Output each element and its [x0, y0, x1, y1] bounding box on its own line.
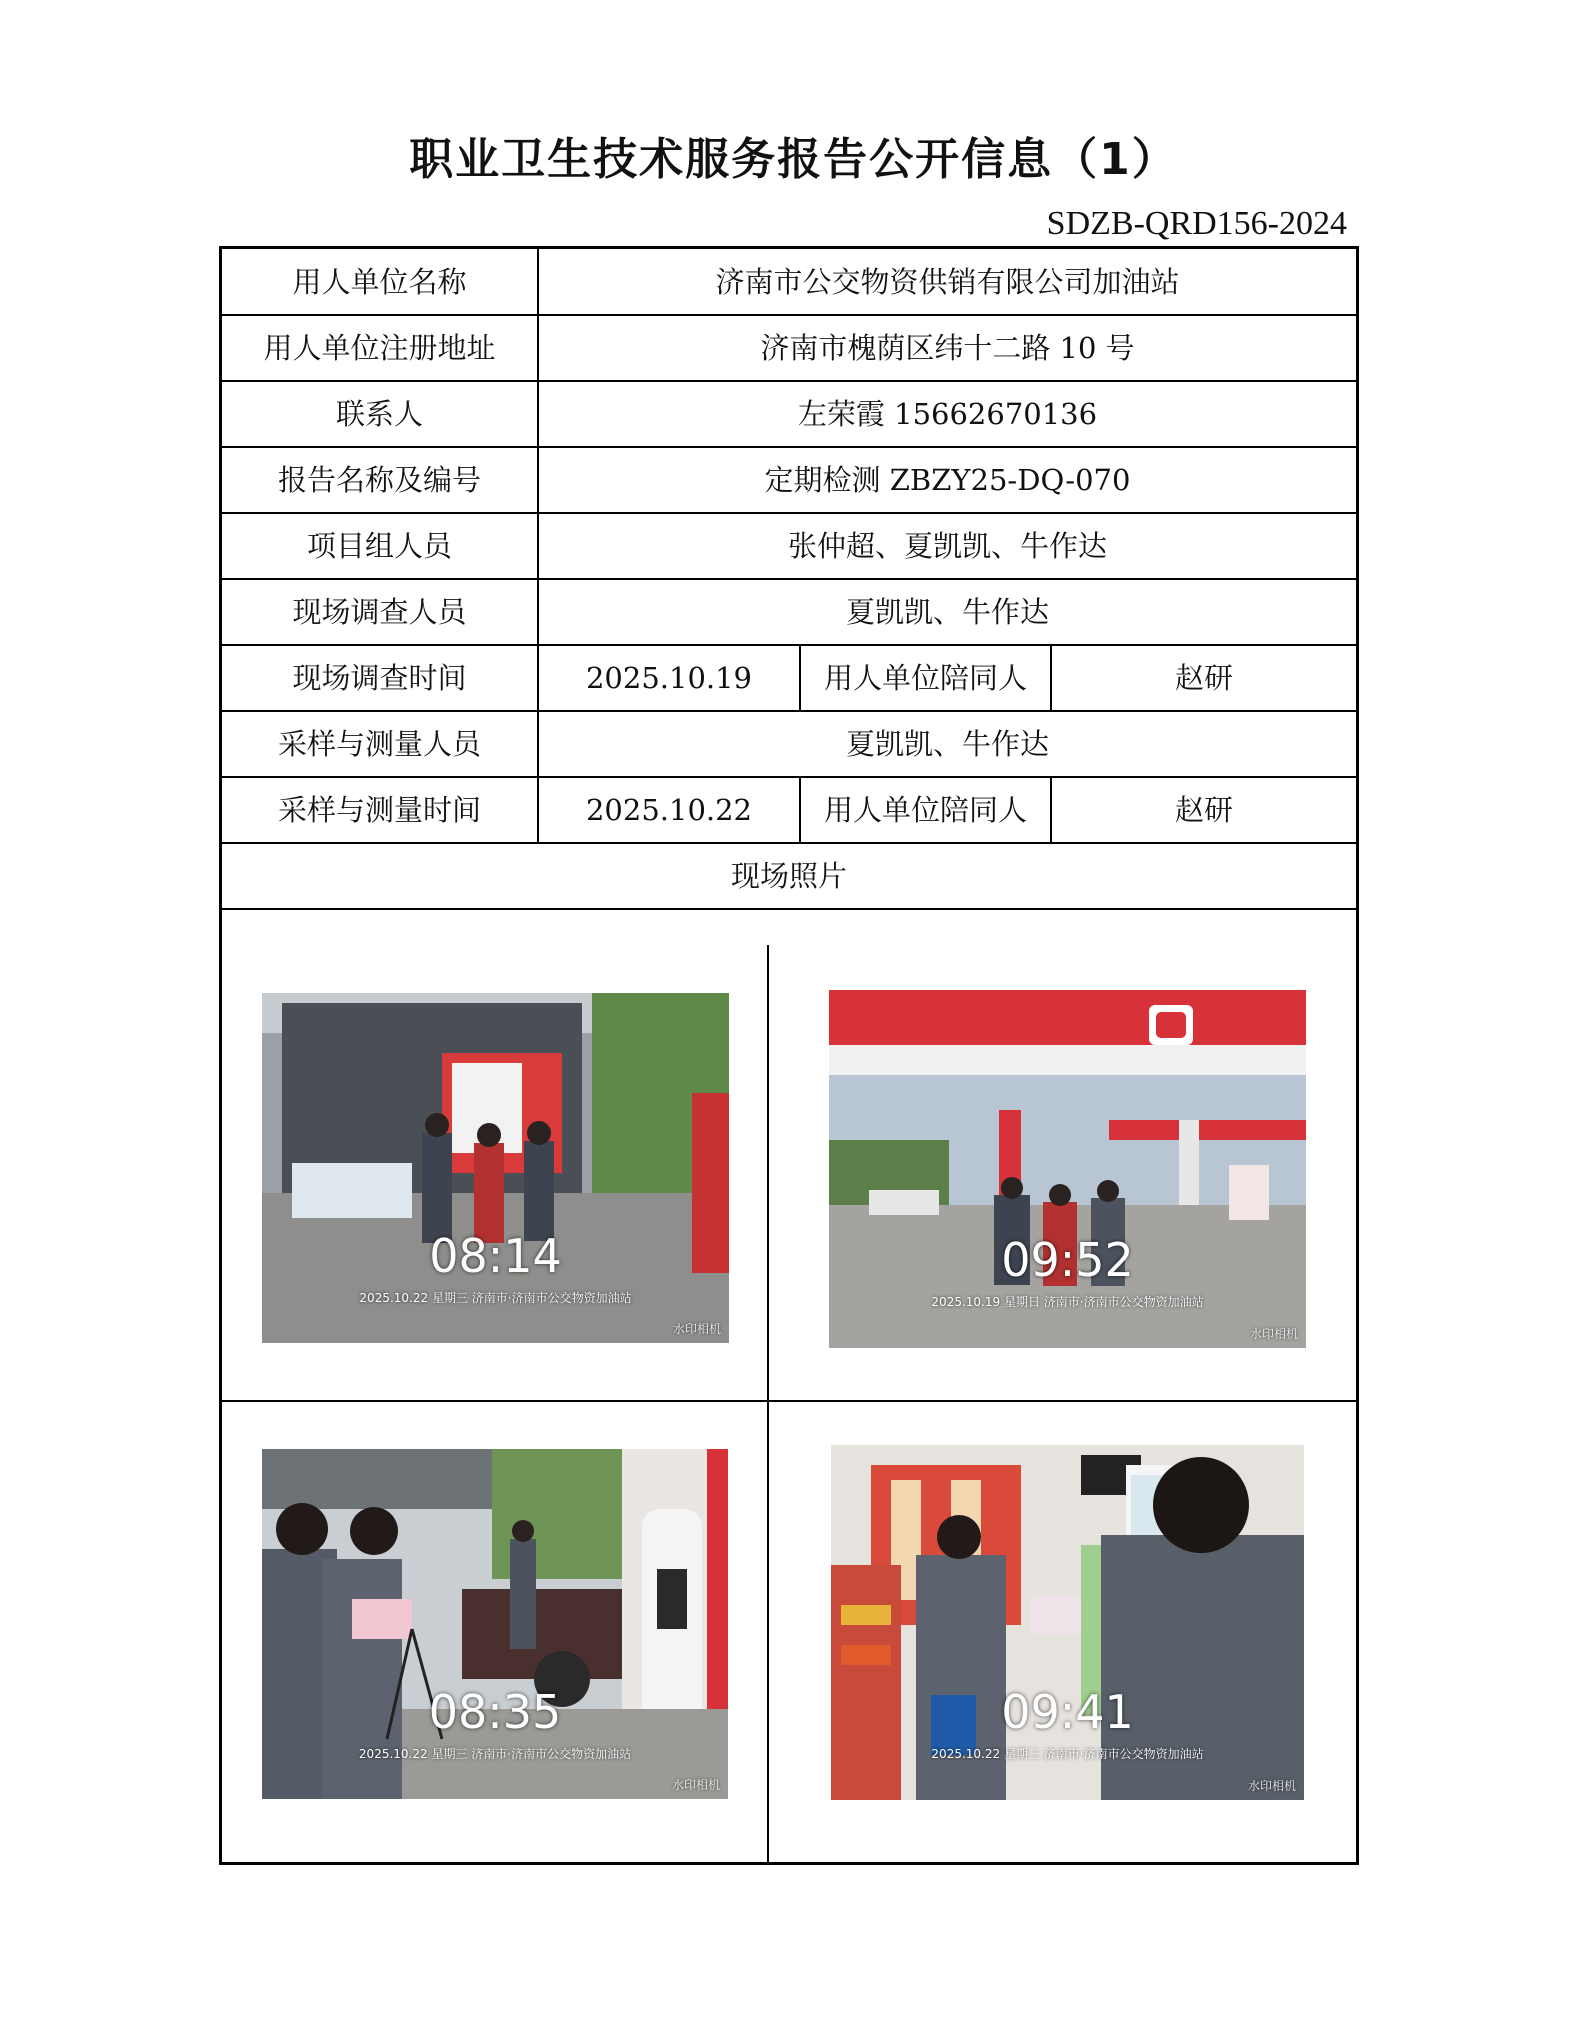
sampling-time-value: 2025.10.22 [538, 777, 800, 843]
escort-value: 赵研 [1051, 777, 1356, 843]
photo-time-stamp: 08:35 [428, 1685, 562, 1739]
site-photo [262, 993, 729, 1343]
table-row [222, 645, 1356, 711]
table-row [222, 513, 1356, 579]
address-value: 济南市槐荫区纬十二路 10 号 [538, 315, 1356, 381]
site-photo [831, 1445, 1304, 1800]
report-value: 定期检测 ZBZY25-DQ-070 [538, 447, 1356, 513]
watermark-brand: 水印相机 [1249, 1327, 1298, 1341]
unit-name-label: 用人单位名称 [222, 249, 538, 315]
sampling-staff-label: 采样与测量人员 [222, 711, 538, 777]
table-row [222, 315, 1356, 381]
photo-caption: 2025.10.22 星期三 济南市·济南市公交物资加油站 [358, 1747, 632, 1761]
photo-time-stamp: 09:52 [1001, 1233, 1134, 1287]
table-row [222, 777, 1356, 843]
team-label: 项目组人员 [222, 513, 538, 579]
escort-value: 赵研 [1051, 645, 1356, 711]
document-number: SDZB-QRD156-2024 [1046, 205, 1347, 242]
unit-name-value: 济南市公交物资供销有限公司加油站 [538, 249, 1356, 315]
photo-grid [222, 945, 1356, 1862]
photo-time-stamp: 09:41 [1001, 1685, 1134, 1739]
survey-staff-label: 现场调查人员 [222, 579, 538, 645]
table-row [222, 249, 1356, 315]
watermark-brand: 水印相机 [671, 1778, 720, 1792]
survey-time-value: 2025.10.19 [538, 645, 800, 711]
table-row [222, 381, 1356, 447]
site-photo [829, 990, 1306, 1348]
table-row [222, 579, 1356, 645]
contact-label: 联系人 [222, 381, 538, 447]
team-value: 张仲超、夏凯凯、牛作达 [538, 513, 1356, 579]
watermark-brand: 水印相机 [1247, 1779, 1296, 1793]
table-row [222, 711, 1356, 777]
info-frame [219, 246, 1359, 1865]
survey-staff-value: 夏凯凯、牛作达 [538, 579, 1356, 645]
report-label: 报告名称及编号 [222, 447, 538, 513]
address-label: 用人单位注册地址 [222, 315, 538, 381]
survey-time-label: 现场调查时间 [222, 645, 538, 711]
grid-divider-vertical [767, 945, 769, 1862]
escort-label: 用人单位陪同人 [800, 645, 1051, 711]
page-title: 职业卫生技术服务报告公开信息（1） [409, 134, 1178, 185]
sampling-time-label: 采样与测量时间 [222, 777, 538, 843]
photo-caption: 2025.10.22 星期三 济南市·济南市公交物资加油站 [931, 1747, 1204, 1761]
sampling-staff-value: 夏凯凯、牛作达 [538, 711, 1356, 777]
escort-label: 用人单位陪同人 [800, 777, 1051, 843]
site-photo [262, 1449, 728, 1799]
photos-heading: 现场照片 [222, 843, 1356, 909]
photo-time-stamp: 08:14 [429, 1229, 562, 1283]
contact-value: 左荣霞 15662670136 [538, 381, 1356, 447]
photo-caption: 2025.10.19 星期日 济南市·济南市公交物资加油站 [931, 1295, 1204, 1309]
table-row [222, 447, 1356, 513]
table-row [222, 843, 1356, 909]
grid-divider-horizontal [222, 1400, 1356, 1402]
photo-caption: 2025.10.22 星期三 济南市·济南市公交物资加油站 [359, 1291, 632, 1305]
info-table [222, 249, 1356, 910]
watermark-brand: 水印相机 [672, 1322, 721, 1336]
